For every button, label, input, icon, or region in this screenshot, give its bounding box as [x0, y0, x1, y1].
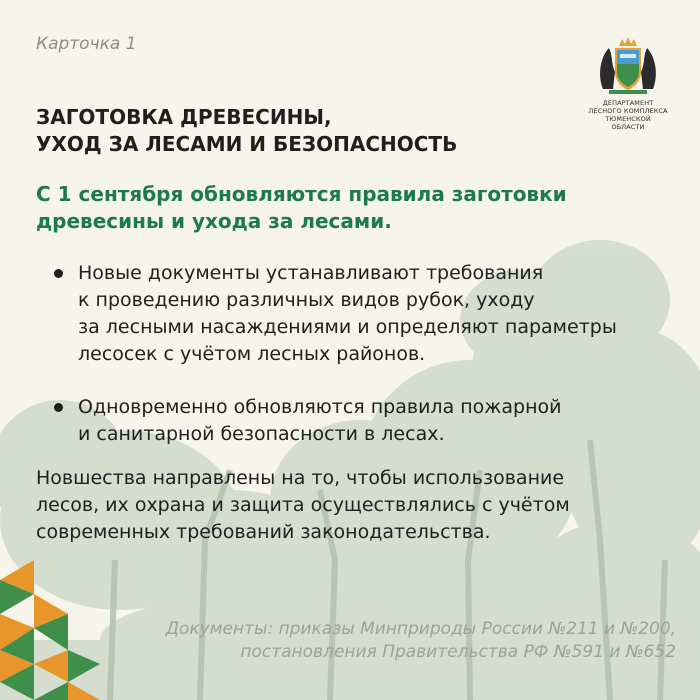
bullet-line: и санитарной безопасности в лесах. — [78, 423, 445, 445]
coat-of-arms-icon — [595, 34, 661, 96]
department-logo — [588, 34, 668, 131]
bullet-dot-icon — [54, 403, 63, 412]
card-title — [36, 104, 457, 158]
bullet-line: за лесными насаждениями и определяют параметры — [78, 316, 617, 338]
conclusion-paragraph — [36, 465, 666, 546]
card-subtitle — [36, 181, 596, 235]
title-line: УХОД ЗА ЛЕСАМИ И БЕЗОПАСНОСТЬ — [36, 132, 458, 156]
subtitle-line: древесины и ухода за лесами. — [36, 209, 392, 233]
subtitle-line: С 1 сентября обновляются правила заготовки — [36, 182, 567, 206]
logo-line: ТЮМЕНСКОЙ ОБЛАСТИ — [605, 115, 651, 131]
bullet-line: Одновременно обновляются правила пожарной — [78, 396, 562, 418]
bullet-line: Новые документы устанавливают требования — [78, 262, 544, 284]
conclusion-line: современных требований законодательства. — [36, 521, 491, 543]
logo-line: ДЕПАРТАМЕНТ — [602, 99, 654, 107]
bullet-dot-icon — [54, 269, 63, 278]
footnote-sources — [166, 618, 676, 664]
footnote-line: постановления Правительства РФ №591 и №652 — [240, 642, 676, 662]
corner-triangles-decoration — [0, 560, 100, 700]
card-label: Карточка 1 — [36, 34, 137, 54]
title-line: ЗАГОТОВКА ДРЕВЕСИНЫ, — [36, 105, 332, 129]
bullet-list — [48, 260, 668, 474]
conclusion-line: лесов, их охрана и защита осуществлялись с учётом — [36, 494, 570, 516]
conclusion-line: Новшества направлены на то, чтобы использование — [36, 467, 565, 489]
bullet-item — [48, 260, 668, 368]
bullet-line: к проведению различных видов рубок, уходу — [78, 289, 535, 311]
footnote-line: Документы: приказы Минприроды России №211 и №200, — [165, 619, 676, 639]
logo-line: ЛЕСНОГО КОМПЛЕКСА — [588, 107, 668, 115]
bullet-item — [48, 394, 668, 448]
bullet-line: лесосек с учётом лесных районов. — [78, 343, 426, 365]
